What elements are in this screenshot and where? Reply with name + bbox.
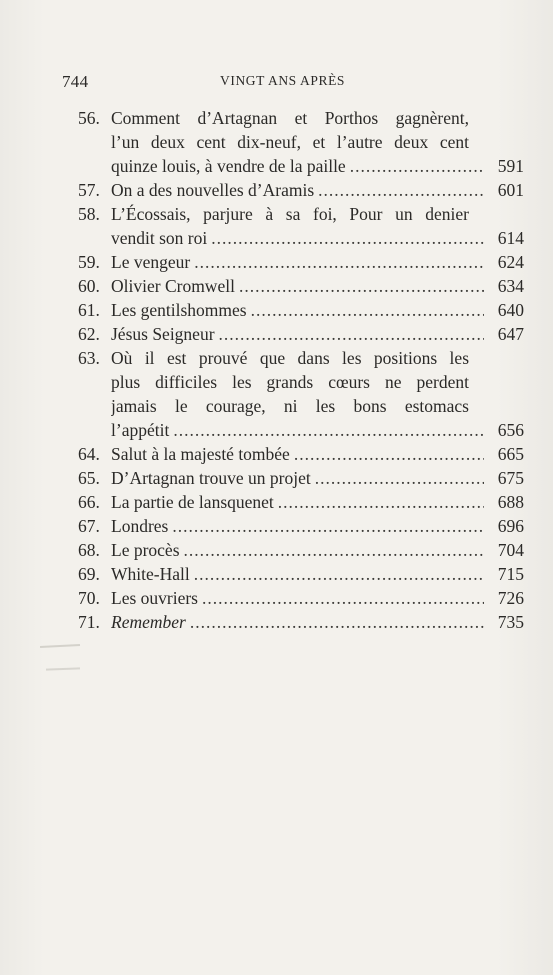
dot-leader (278, 490, 484, 514)
page-number: 744 (62, 72, 89, 91)
dot-leader (251, 298, 484, 322)
toc-entry (78, 106, 524, 178)
dot-leader (239, 274, 484, 298)
toc-entry (78, 466, 524, 490)
chapter-title-line: Salut à la majesté tombée (111, 444, 290, 464)
chapter-page-number: 647 (497, 324, 524, 344)
pencil-mark (40, 644, 80, 648)
chapter-page-number: 688 (497, 492, 524, 512)
chapter-title-line: Les ouvriers (111, 588, 198, 608)
chapter-title-line: On a des nouvelles d’Aramis (111, 180, 315, 200)
chapter-title-line: Le vengeur (111, 252, 191, 272)
chapter-title-line: Londres (111, 516, 169, 536)
pencil-mark (46, 667, 80, 670)
chapter-number: 71. (78, 612, 100, 632)
toc-entry (78, 322, 524, 346)
chapter-page-number: 735 (497, 612, 524, 632)
dot-leader (219, 322, 484, 346)
chapter-number: 62. (78, 324, 100, 344)
chapter-title-line: D’Artagnan trouve un projet (111, 468, 311, 488)
chapter-page-number: 726 (497, 588, 524, 608)
toc-entry (78, 562, 524, 586)
dot-leader (184, 538, 484, 562)
chapter-title-line: Olivier Cromwell (111, 276, 235, 296)
chapter-number: 58. (78, 204, 100, 224)
chapter-title-line: l’appétit (111, 420, 170, 440)
chapter-page-number: 656 (497, 420, 524, 440)
toc-entry (78, 250, 524, 274)
chapter-page-number: 614 (497, 228, 524, 248)
toc-entry (78, 442, 524, 466)
dot-leader (194, 562, 484, 586)
toc-entry (78, 490, 524, 514)
dot-leader (350, 154, 484, 178)
chapter-title-line: L’Écossais, parjure à sa foi, Pour un denier (111, 204, 469, 224)
chapter-number: 68. (78, 540, 100, 560)
chapter-title-line: Les gentilshommes (111, 300, 247, 320)
chapter-title-line: Jésus Seigneur (111, 324, 215, 344)
chapter-title-line: Où il est prouvé que dans les positions les (111, 348, 469, 368)
chapter-page-number: 624 (497, 252, 524, 272)
chapter-page-number: 591 (497, 156, 524, 176)
chapter-title-line: Le procès (111, 540, 180, 560)
chapter-title-line: plus difficiles les grands cœurs ne perdent (111, 372, 469, 392)
toc-entry (78, 298, 524, 322)
chapter-page-number: 696 (497, 516, 524, 536)
chapter-title-line: Comment d’Artagnan et Porthos gagnèrent, (111, 108, 469, 128)
chapter-page-number: 601 (497, 180, 524, 200)
page-header (62, 72, 502, 94)
chapter-number: 66. (78, 492, 100, 512)
chapter-title-line: White-Hall (111, 564, 190, 584)
toc-entry (78, 346, 524, 442)
chapter-number: 57. (78, 180, 100, 200)
toc-entry (78, 202, 524, 250)
chapter-title-line: La partie de lansquenet (111, 492, 274, 512)
chapter-page-number: 665 (497, 444, 524, 464)
toc-entry (78, 610, 524, 634)
dot-leader (211, 226, 484, 250)
chapter-number: 60. (78, 276, 100, 296)
chapter-page-number: 675 (497, 468, 524, 488)
dot-leader (173, 418, 484, 442)
toc-entry (78, 586, 524, 610)
dot-leader (194, 250, 484, 274)
dot-leader (318, 178, 484, 202)
chapter-number: 56. (78, 108, 100, 128)
dot-leader (294, 442, 484, 466)
toc-entry (78, 178, 524, 202)
chapter-number: 67. (78, 516, 100, 536)
toc-entry (78, 538, 524, 562)
dot-leader (315, 466, 484, 490)
chapter-page-number: 634 (497, 276, 524, 296)
chapter-page-number: 704 (497, 540, 524, 560)
chapter-number: 69. (78, 564, 100, 584)
chapter-number: 61. (78, 300, 100, 320)
chapter-page-number: 715 (497, 564, 524, 584)
dot-leader (190, 610, 484, 634)
chapter-number: 64. (78, 444, 100, 464)
chapter-title-line: quinze louis, à vendre de la paille (111, 156, 346, 176)
running-title: VINGT ANS APRÈS (220, 73, 346, 88)
chapter-title-line: Remember (111, 612, 186, 632)
chapter-title-line: l’un deux cent dix-neuf, et l’autre deux cent (111, 132, 469, 152)
chapter-number: 59. (78, 252, 100, 272)
toc-entry (78, 514, 524, 538)
chapter-page-number: 640 (497, 300, 524, 320)
chapter-number: 70. (78, 588, 100, 608)
chapter-title-line: vendit son roi (111, 228, 208, 248)
chapter-number: 63. (78, 348, 100, 368)
chapter-number: 65. (78, 468, 100, 488)
chapter-title-line: jamais le courage, ni les bons estomacs (111, 396, 469, 416)
dot-leader (202, 586, 484, 610)
toc-entry (78, 274, 524, 298)
dot-leader (172, 514, 484, 538)
table-of-contents (78, 106, 524, 634)
